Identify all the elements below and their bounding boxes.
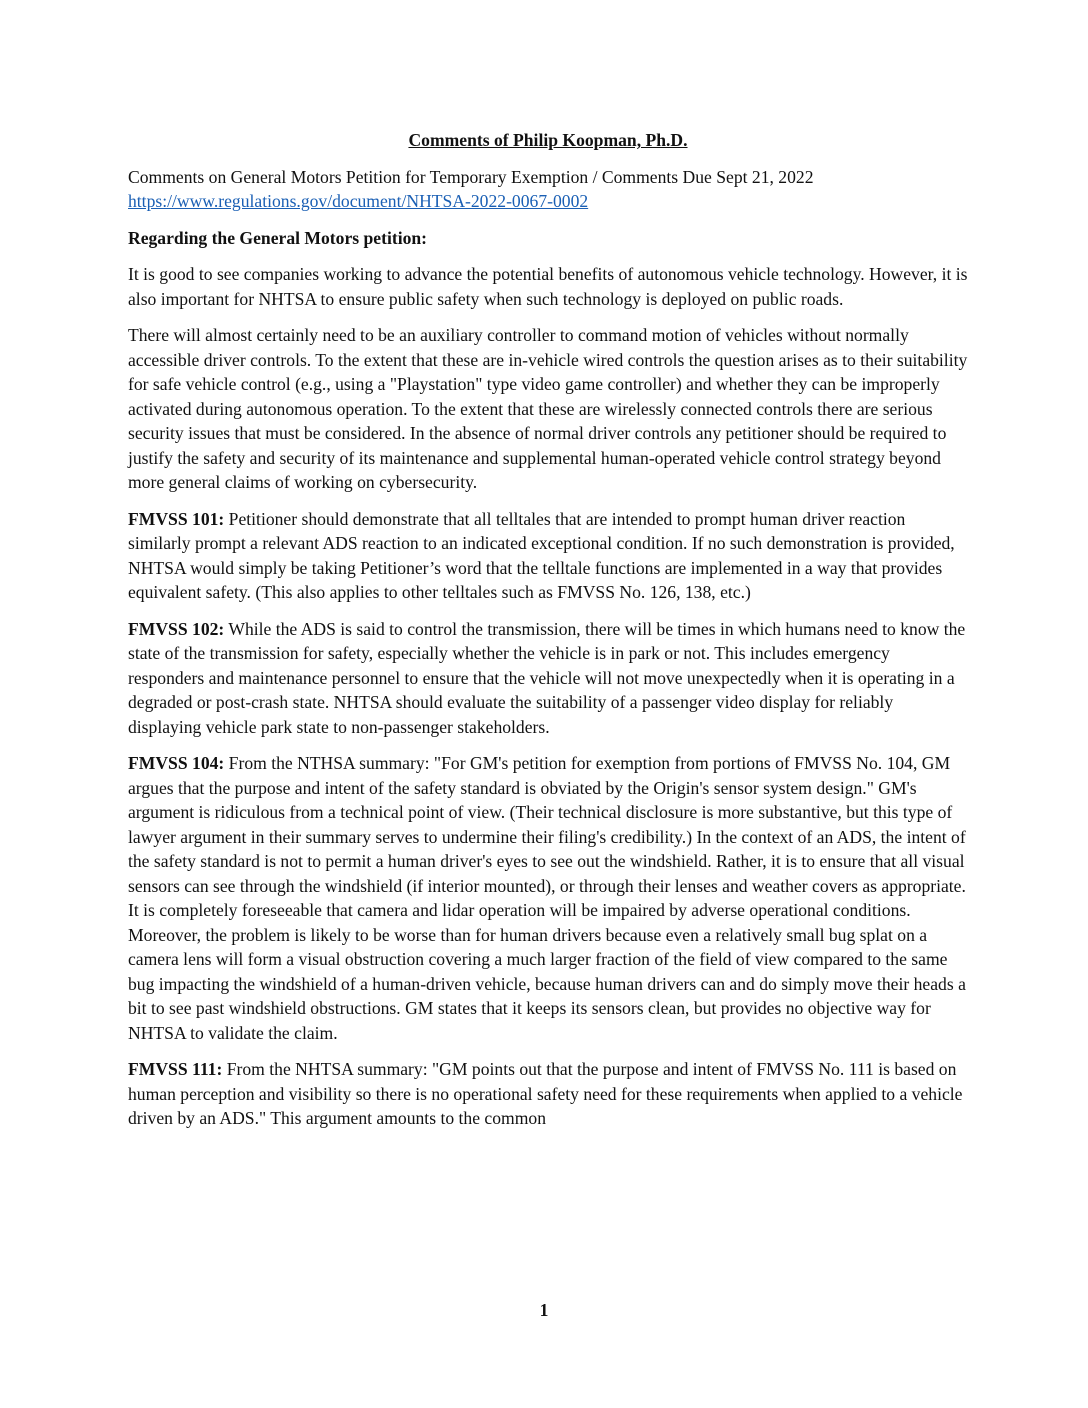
- fmvss-101-label: FMVSS 101:: [128, 508, 225, 529]
- subtitle-block: [128, 165, 968, 214]
- fmvss-102-text: While the ADS is said to control the transmission, there will be times in which humans need to know the state of the transmission for safety, especially whether the vehicle is in park or not. This includes emergency responders and maintenance personnel to ensure that the vehicle will not move unexpectedly when it is operating in a degraded or post-crash state. NHTSA should evaluate the suitability of a passenger video display for reliably displaying vehicle park state to non-passenger stakeholders.: [128, 618, 966, 737]
- fmvss-104-text: From the NTHSA summary: "For GM's petition for exemption from portions of FMVSS No. 104, GM argues that the purpose and intent of the safety standard is obviated by the Origin's sensor system design." GM's argument is ridiculous from a technical point of view. (Their technical disclosure is more substantive, but this type of lawyer argument in their summary serves to undermine their filing's credibility.) In the context of an ADS, the intent of the safety standard is not to permit a human driver's eyes to see out the windshield. Rather, it is to ensure that all visual sensors can see through the windshield (if interior mounted), or through their lenses and weather covers as appropriate. It is completely foreseeable that camera and lidar operation will be impaired by adverse operational conditions. Moreover, the problem is likely to be worse than for human drivers because even a relatively small bug splat on a camera lens will form a visual obstruction covering a much larger fraction of the field of view compared to the same bug impacting the windshield of a human-driven vehicle, because human drivers can and do simply move their heads a bit to see past windshield obstructions. GM states that it keeps its sensors clean, but provides no objective way for NHTSA to validate the claim.: [128, 753, 966, 1043]
- fmvss-101-text: Petitioner should demonstrate that all telltales that are intended to prompt human driver reaction similarly prompt a relevant ADS reaction to an indicated exceptional condition. If no such demonstration is provided, NHTSA would simply be taking Petitioner’s word that the telltale functions are implemented in a way that provides equivalent safety. (This also applies to other telltales such as FMVSS No. 126, 138, etc.): [128, 508, 955, 602]
- fmvss-104-label: FMVSS 104:: [128, 753, 225, 773]
- paragraph-fmvss-104: [128, 751, 968, 1045]
- subtitle: Comments on General Motors Petition for Temporary Exemption / Comments Due Sept 21, 2022: [128, 166, 814, 187]
- fmvss-102-label: FMVSS 102:: [128, 618, 225, 639]
- paragraph-fmvss-111: [128, 1057, 968, 1131]
- paragraph-fmvss-102: [128, 617, 968, 740]
- paragraph-fmvss-101: [128, 507, 968, 605]
- paragraph-intro: It is good to see companies working to advance the potential benefits of autonomous vehicle technology. However, it is also important for NHTSA to ensure public safety when such technology is deployed on public roads.: [128, 264, 968, 309]
- page-number: 1: [539, 1300, 549, 1320]
- page-title: Comments of Philip Koopman, Ph.D.: [408, 130, 688, 150]
- document-body: [128, 128, 968, 1143]
- fmvss-111-label: FMVSS 111:: [128, 1059, 223, 1079]
- regulations-link[interactable]: https://www.regulations.gov/document/NHTSA-2022-0067-0002: [128, 191, 589, 211]
- fmvss-111-text: From the NHTSA summary: "GM points out that the purpose and intent of FMVSS No. 111 is based on human perception and visibility so there is no operational safety need for these requirements when applied to a vehicle driven by an ADS." This argument amounts to the common: [128, 1059, 963, 1128]
- section-heading: Regarding the General Motors petition:: [128, 227, 428, 248]
- paragraph-controller: There will almost certainly need to be an auxiliary controller to command motion of vehicles without normally accessible driver controls. To the extent that these are in-vehicle wired controls the question arises as to their suitability for safe vehicle control (e.g., using a "Playstation" type video game controller) and whether they can be improperly activated during autonomous operation. To the extent that these are wirelessly connected controls there are serious security issues that must be considered. In the absence of normal driver controls any petitioner should be required to justify the safety and security of its maintenance and supplemental human-operated vehicle control strategy beyond more general claims of working on cybersecurity.: [128, 325, 968, 492]
